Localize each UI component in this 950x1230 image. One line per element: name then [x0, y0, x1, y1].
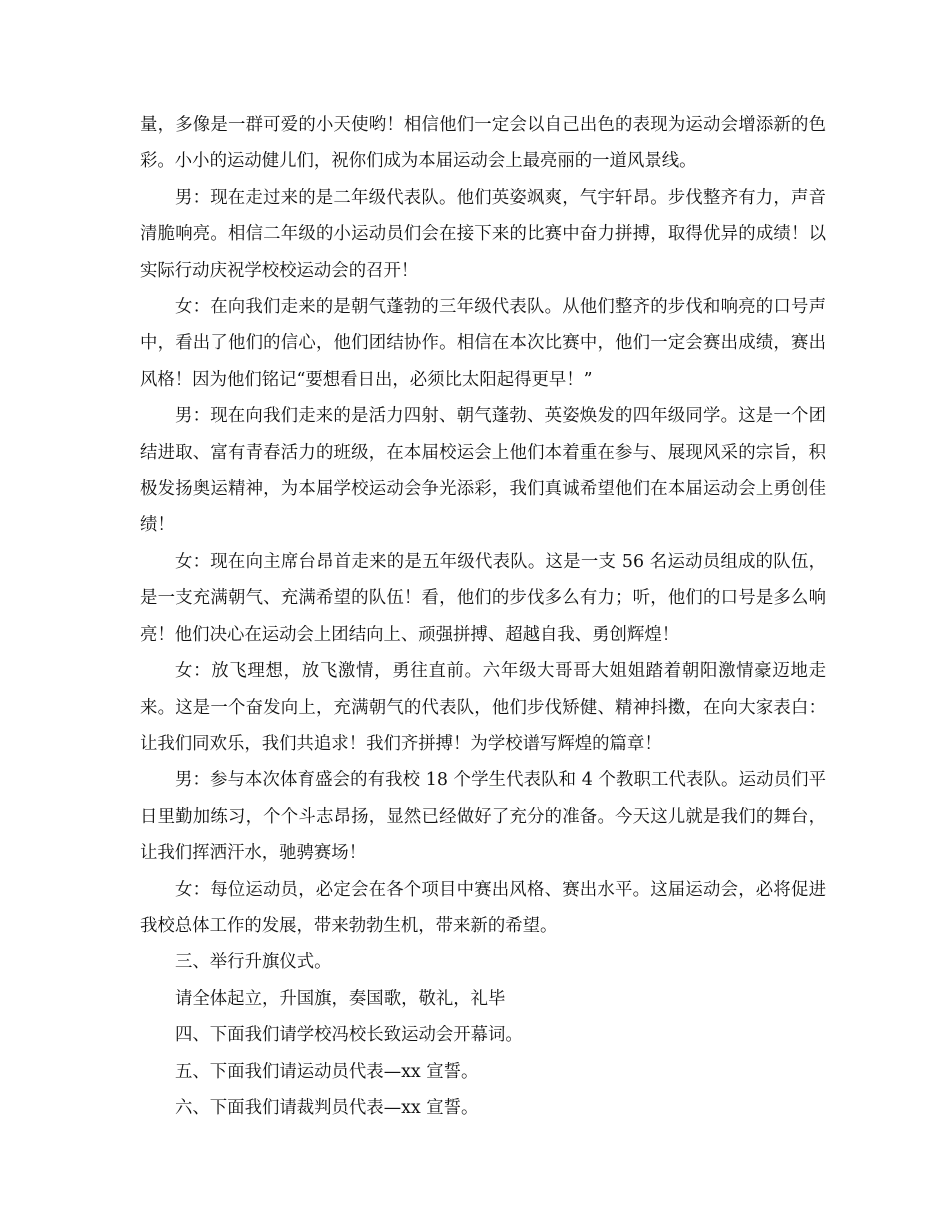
agenda-item-flag-ceremony: 三、举行升旗仪式。: [175, 952, 332, 973]
paragraph-grade-three: 女：在向我们走来的是朝气蓬勃的三年级代表队。从他们整齐的步伐和响亮的口号声中，看出了他们的信心，他们团结协作。相信在本次比赛中，他们一定会赛出成绩，赛出风格！因为他们铭记“要想看日出，必须比太阳起得更早！”: [140, 297, 826, 390]
agenda-item-opening-speech: 四、下面我们请学校冯校长致运动会开幕词。: [175, 1025, 523, 1046]
paragraph-athletes: 女：每位运动员，必定会在各个项目中赛出风格、赛出水平。这届运动会，必将促进我校总体工作的发展，带来勃勃生机，带来新的希望。: [140, 879, 826, 936]
paragraph-grade-six: 女：放飞理想，放飞激情，勇往直前。六年级大哥哥大姐姐踏着朝阳激情豪迈地走来。这是一个奋发向上，充满朝气的代表队，他们步伐矫健、精神抖擞，在向大家表白：让我们同欢乐，我们共追求！我们齐拼搏！为学校谱写辉煌的篇章！: [140, 661, 826, 754]
paragraph-teams-summary: 男：参与本次体育盛会的有我校 18 个学生代表队和 4 个教职工代表队。运动员们平日里勤加练习，个个斗志昂扬，显然已经做好了充分的准备。今天这儿就是我们的舞台，让我们挥洒汗水，驰骋赛场！: [140, 770, 826, 864]
paragraph-grade-two: 男：现在走过来的是二年级代表队。他们英姿飒爽，气宇轩昂。步伐整齐有力，声音清脆响亮。相信二年级的小运动员们会在接下来的比赛中奋力拼搏，取得优异的成绩！以实际行动庆祝学校校运动会的召开！: [140, 187, 826, 281]
paragraph-continuation: 量，多像是一群可爱的小天使哟！相信他们一定会以自己出色的表现为运动会增添新的色彩。小小的运动健儿们，祝你们成为本届运动会上最亮丽的一道风景线。: [140, 115, 826, 172]
agenda-item-referee-oath: 六、下面我们请裁判员代表—xx 宣誓。: [175, 1097, 479, 1118]
agenda-item-athlete-oath: 五、下面我们请运动员代表—xx 宣誓。: [175, 1061, 479, 1082]
agenda-item-stand-up: 请全体起立，升国旗，奏国歌，敬礼，礼毕: [175, 988, 506, 1009]
paragraph-grade-five: 女：现在向主席台昂首走来的是五年级代表队。这是一支 56 名运动员组成的队伍，是一支充满朝气、充满希望的队伍！看，他们的步伐多么有力；听，他们的口号是多么响亮！他们决心在运动会上团结向上、顽强拼搏、超越自我、勇创辉煌！: [140, 551, 826, 645]
paragraph-grade-four: 男：现在向我们走来的是活力四射、朝气蓬勃、英姿焕发的四年级同学。这是一个团结进取、富有青春活力的班级，在本届校运会上他们本着重在参与、展现风采的宗旨，积极发扬奥运精神，为本届学校运动会争光添彩，我们真诚希望他们在本届运动会上勇创佳绩！: [140, 406, 826, 536]
document-page: [140, 107, 826, 1126]
